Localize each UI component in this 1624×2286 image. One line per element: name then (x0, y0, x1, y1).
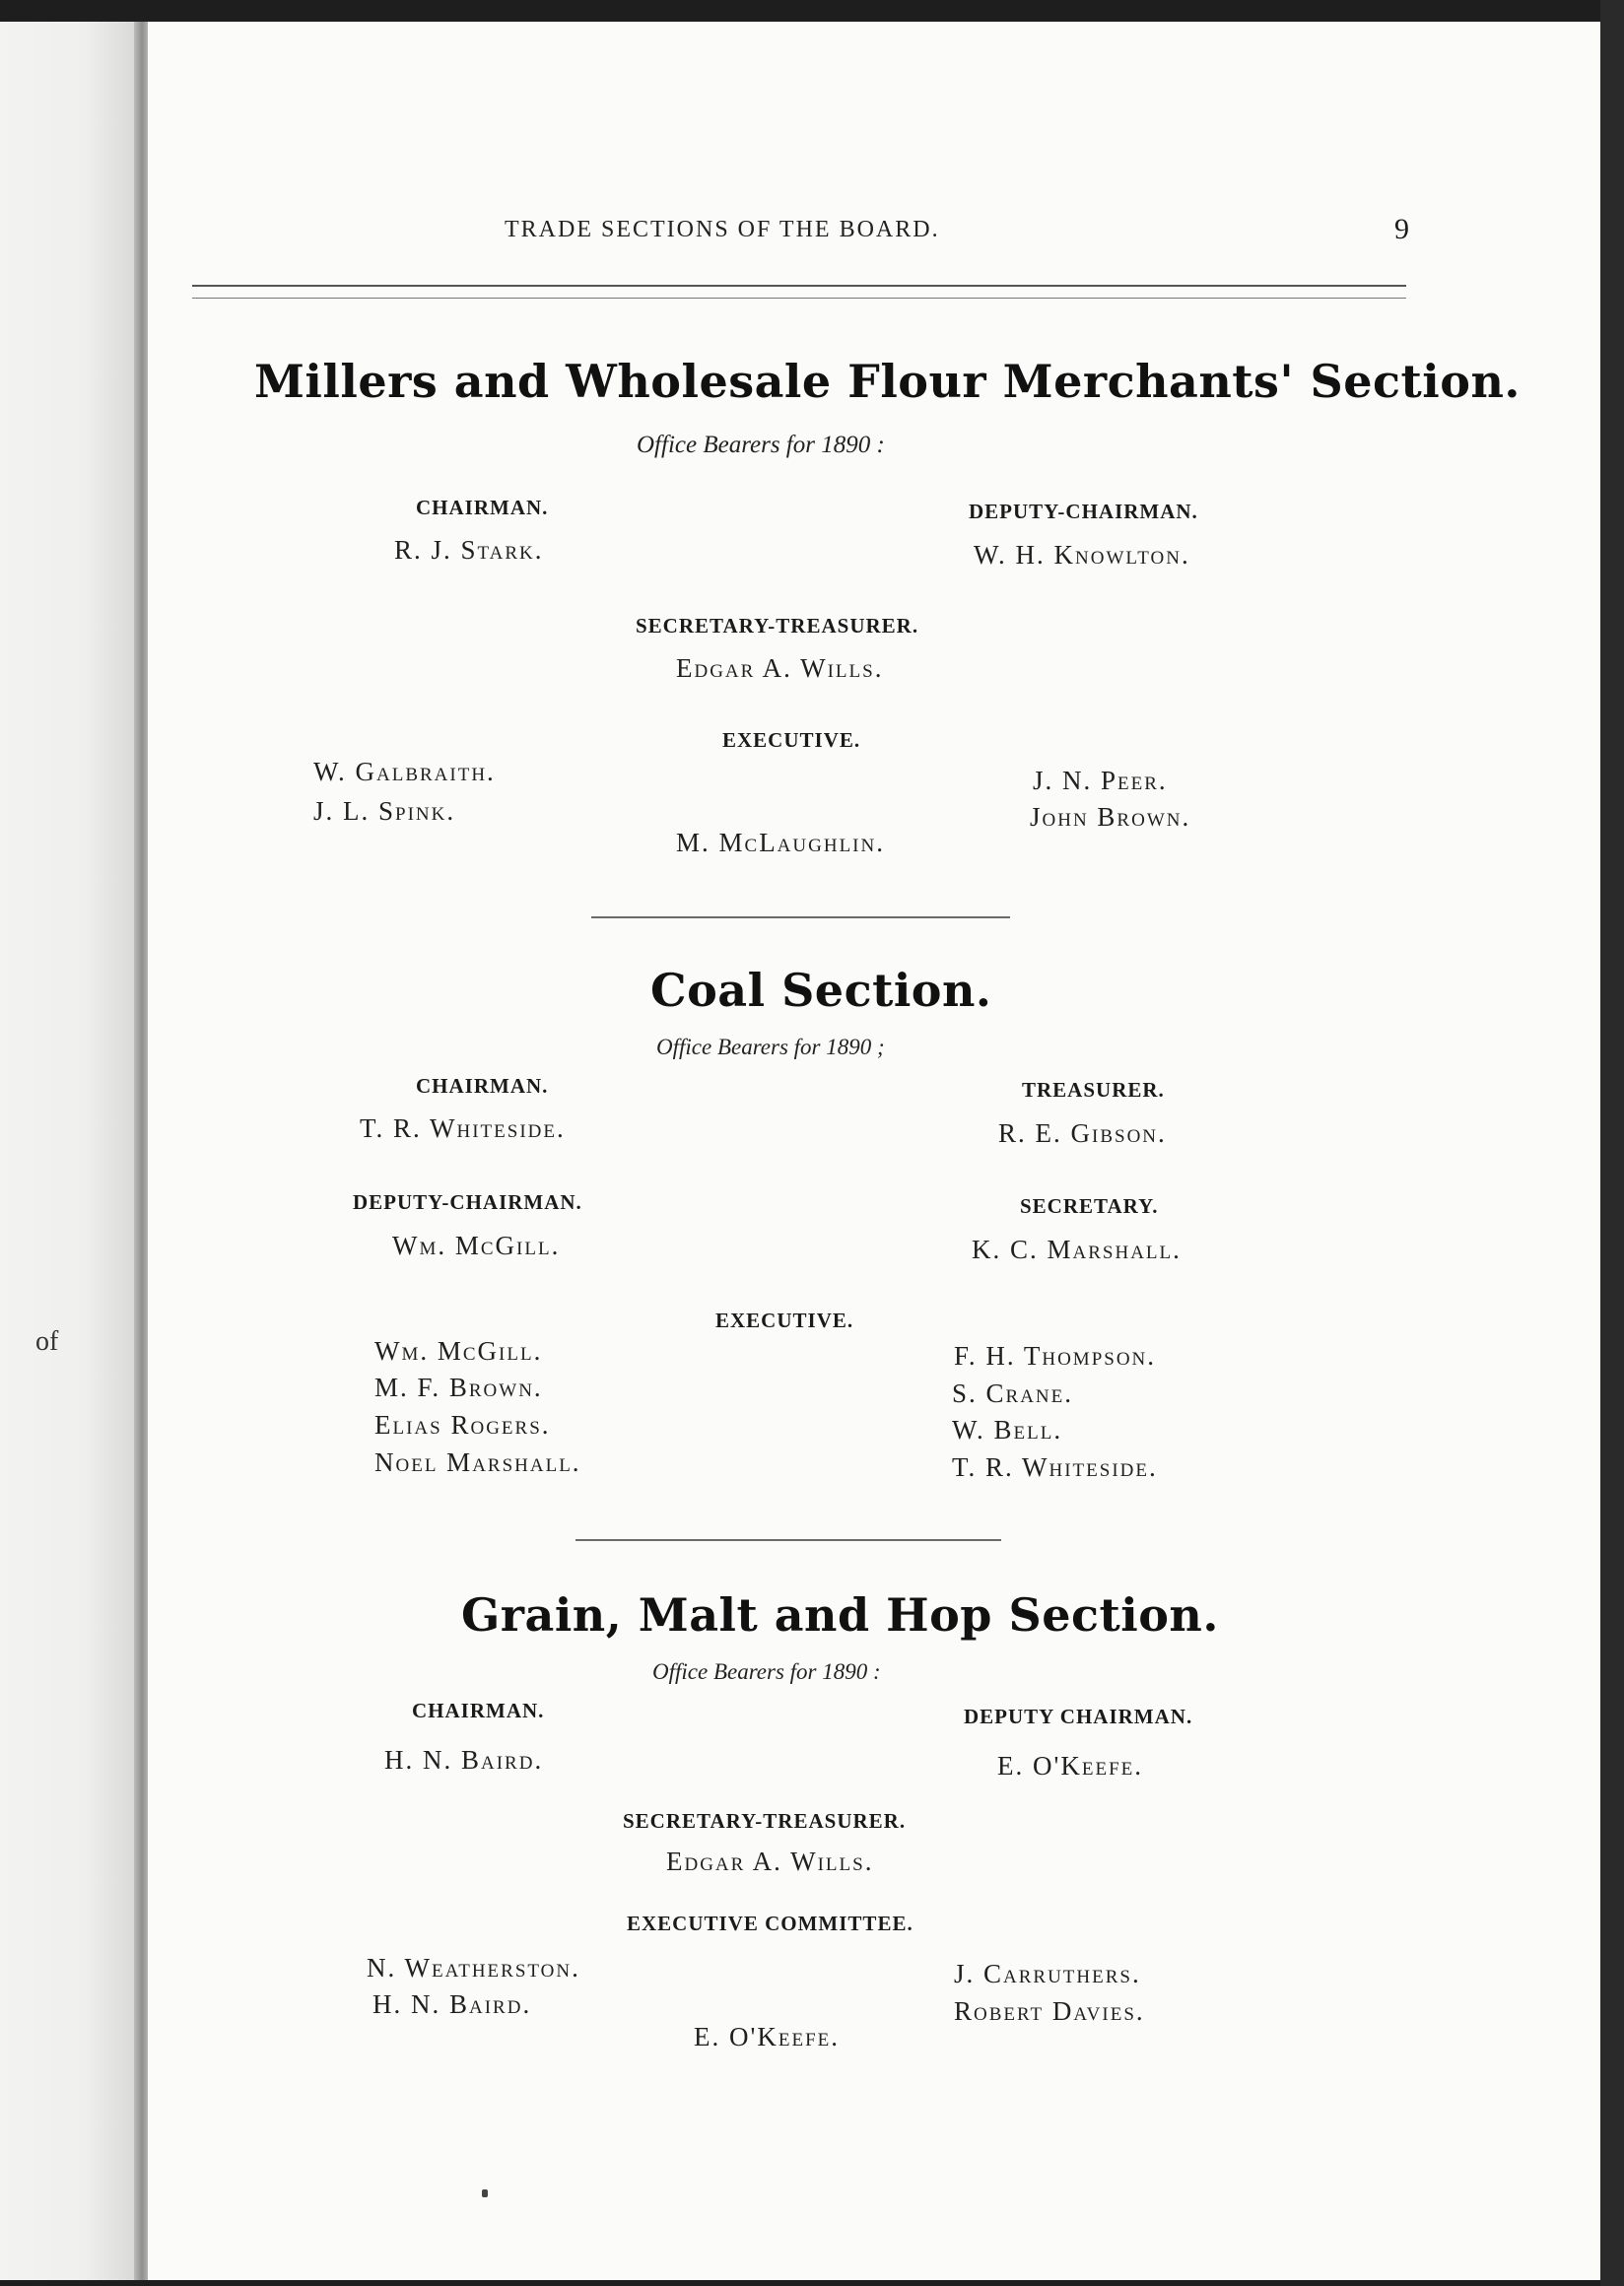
scan-border-bottom (0, 2280, 1624, 2286)
grain-executive-member: Robert Davies. (954, 1996, 1145, 2026)
coal-executive-member: S. Crane. (952, 1378, 1073, 1408)
coal-treasurer-name: R. E. Gibson. (998, 1118, 1167, 1148)
grain-executive-member: H. N. Baird. (372, 1989, 532, 2019)
coal-section-title: Coal Section. (650, 964, 992, 1017)
coal-executive-member: F. H. Thompson. (954, 1341, 1157, 1371)
millers-chairman-name: R. J. Stark. (394, 535, 544, 565)
millers-section-title: Millers and Wholesale Flour Merchants' Section. (254, 355, 1521, 408)
millers-executive-member: J. L. Spink. (313, 796, 456, 826)
millers-executive-member: M. McLaughlin. (676, 828, 885, 857)
millers-executive-member: W. Galbraith. (313, 757, 496, 786)
coal-executive-member: W. Bell. (952, 1415, 1063, 1445)
facing-page-edge (0, 0, 143, 2286)
grain-section-title: Grain, Malt and Hop Section. (461, 1588, 1219, 1642)
millers-deputy-label: DEPUTY-CHAIRMAN. (969, 500, 1198, 523)
coal-executive-label: EXECUTIVE. (715, 1309, 854, 1332)
millers-executive-member: John Brown. (1030, 802, 1191, 832)
page-number: 9 (1394, 213, 1409, 245)
coal-secretary-label: SECRETARY. (1020, 1194, 1159, 1218)
coal-executive-member: Elias Rogers. (374, 1410, 551, 1440)
section-divider (575, 1539, 1001, 1541)
running-head: TRADE SECTIONS OF THE BOARD. (505, 217, 940, 242)
facing-page-fragment: of (35, 1326, 59, 1357)
header-rule-bottom (192, 298, 1406, 299)
scan-border-top (0, 0, 1624, 22)
coal-secretary-name: K. C. Marshall. (972, 1235, 1182, 1264)
section-divider (591, 916, 1010, 918)
grain-chairman-name: H. N. Baird. (384, 1745, 544, 1775)
millers-chairman-label: CHAIRMAN. (416, 496, 549, 519)
grain-secretary-label: SECRETARY-TREASURER. (623, 1809, 907, 1833)
coal-executive-member: T. R. Whiteside. (952, 1452, 1158, 1482)
grain-executive-member: N. Weatherston. (367, 1953, 580, 1983)
coal-chairman-label: CHAIRMAN. (416, 1074, 549, 1098)
grain-chairman-label: CHAIRMAN. (412, 1699, 545, 1722)
coal-executive-member: Wm. McGill. (374, 1336, 543, 1366)
millers-secretary-label: SECRETARY-TREASURER. (636, 614, 919, 638)
header-rule-top (192, 285, 1406, 287)
coal-chairman-name: T. R. Whiteside. (360, 1113, 566, 1143)
millers-executive-label: EXECUTIVE. (722, 728, 861, 752)
coal-subtitle: Office Bearers for 1890 ; (656, 1035, 885, 1059)
grain-executive-member: E. O'Keefe. (694, 2022, 840, 2051)
grain-deputy-label: DEPUTY CHAIRMAN. (964, 1705, 1193, 1728)
grain-executive-member: J. Carruthers. (954, 1959, 1141, 1988)
millers-executive-member: J. N. Peer. (1033, 766, 1168, 795)
grain-deputy-name: E. O'Keefe. (997, 1751, 1143, 1781)
ink-speck (482, 2189, 488, 2197)
millers-deputy-name: W. H. Knowlton. (974, 540, 1190, 570)
coal-deputy-label: DEPUTY-CHAIRMAN. (353, 1190, 582, 1214)
coal-treasurer-label: TREASURER. (1022, 1078, 1165, 1102)
millers-secretary-name: Edgar A. Wills. (676, 653, 884, 683)
coal-executive-member: Noel Marshall. (374, 1447, 581, 1477)
grain-secretary-name: Edgar A. Wills. (666, 1847, 874, 1876)
coal-deputy-name: Wm. McGill. (392, 1231, 561, 1260)
grain-executive-label: EXECUTIVE COMMITTEE. (627, 1912, 914, 1935)
millers-subtitle: Office Bearers for 1890 : (637, 432, 885, 458)
coal-executive-member: M. F. Brown. (374, 1373, 543, 1402)
scan-border-right (1600, 0, 1624, 2286)
grain-subtitle: Office Bearers for 1890 : (652, 1659, 881, 1684)
